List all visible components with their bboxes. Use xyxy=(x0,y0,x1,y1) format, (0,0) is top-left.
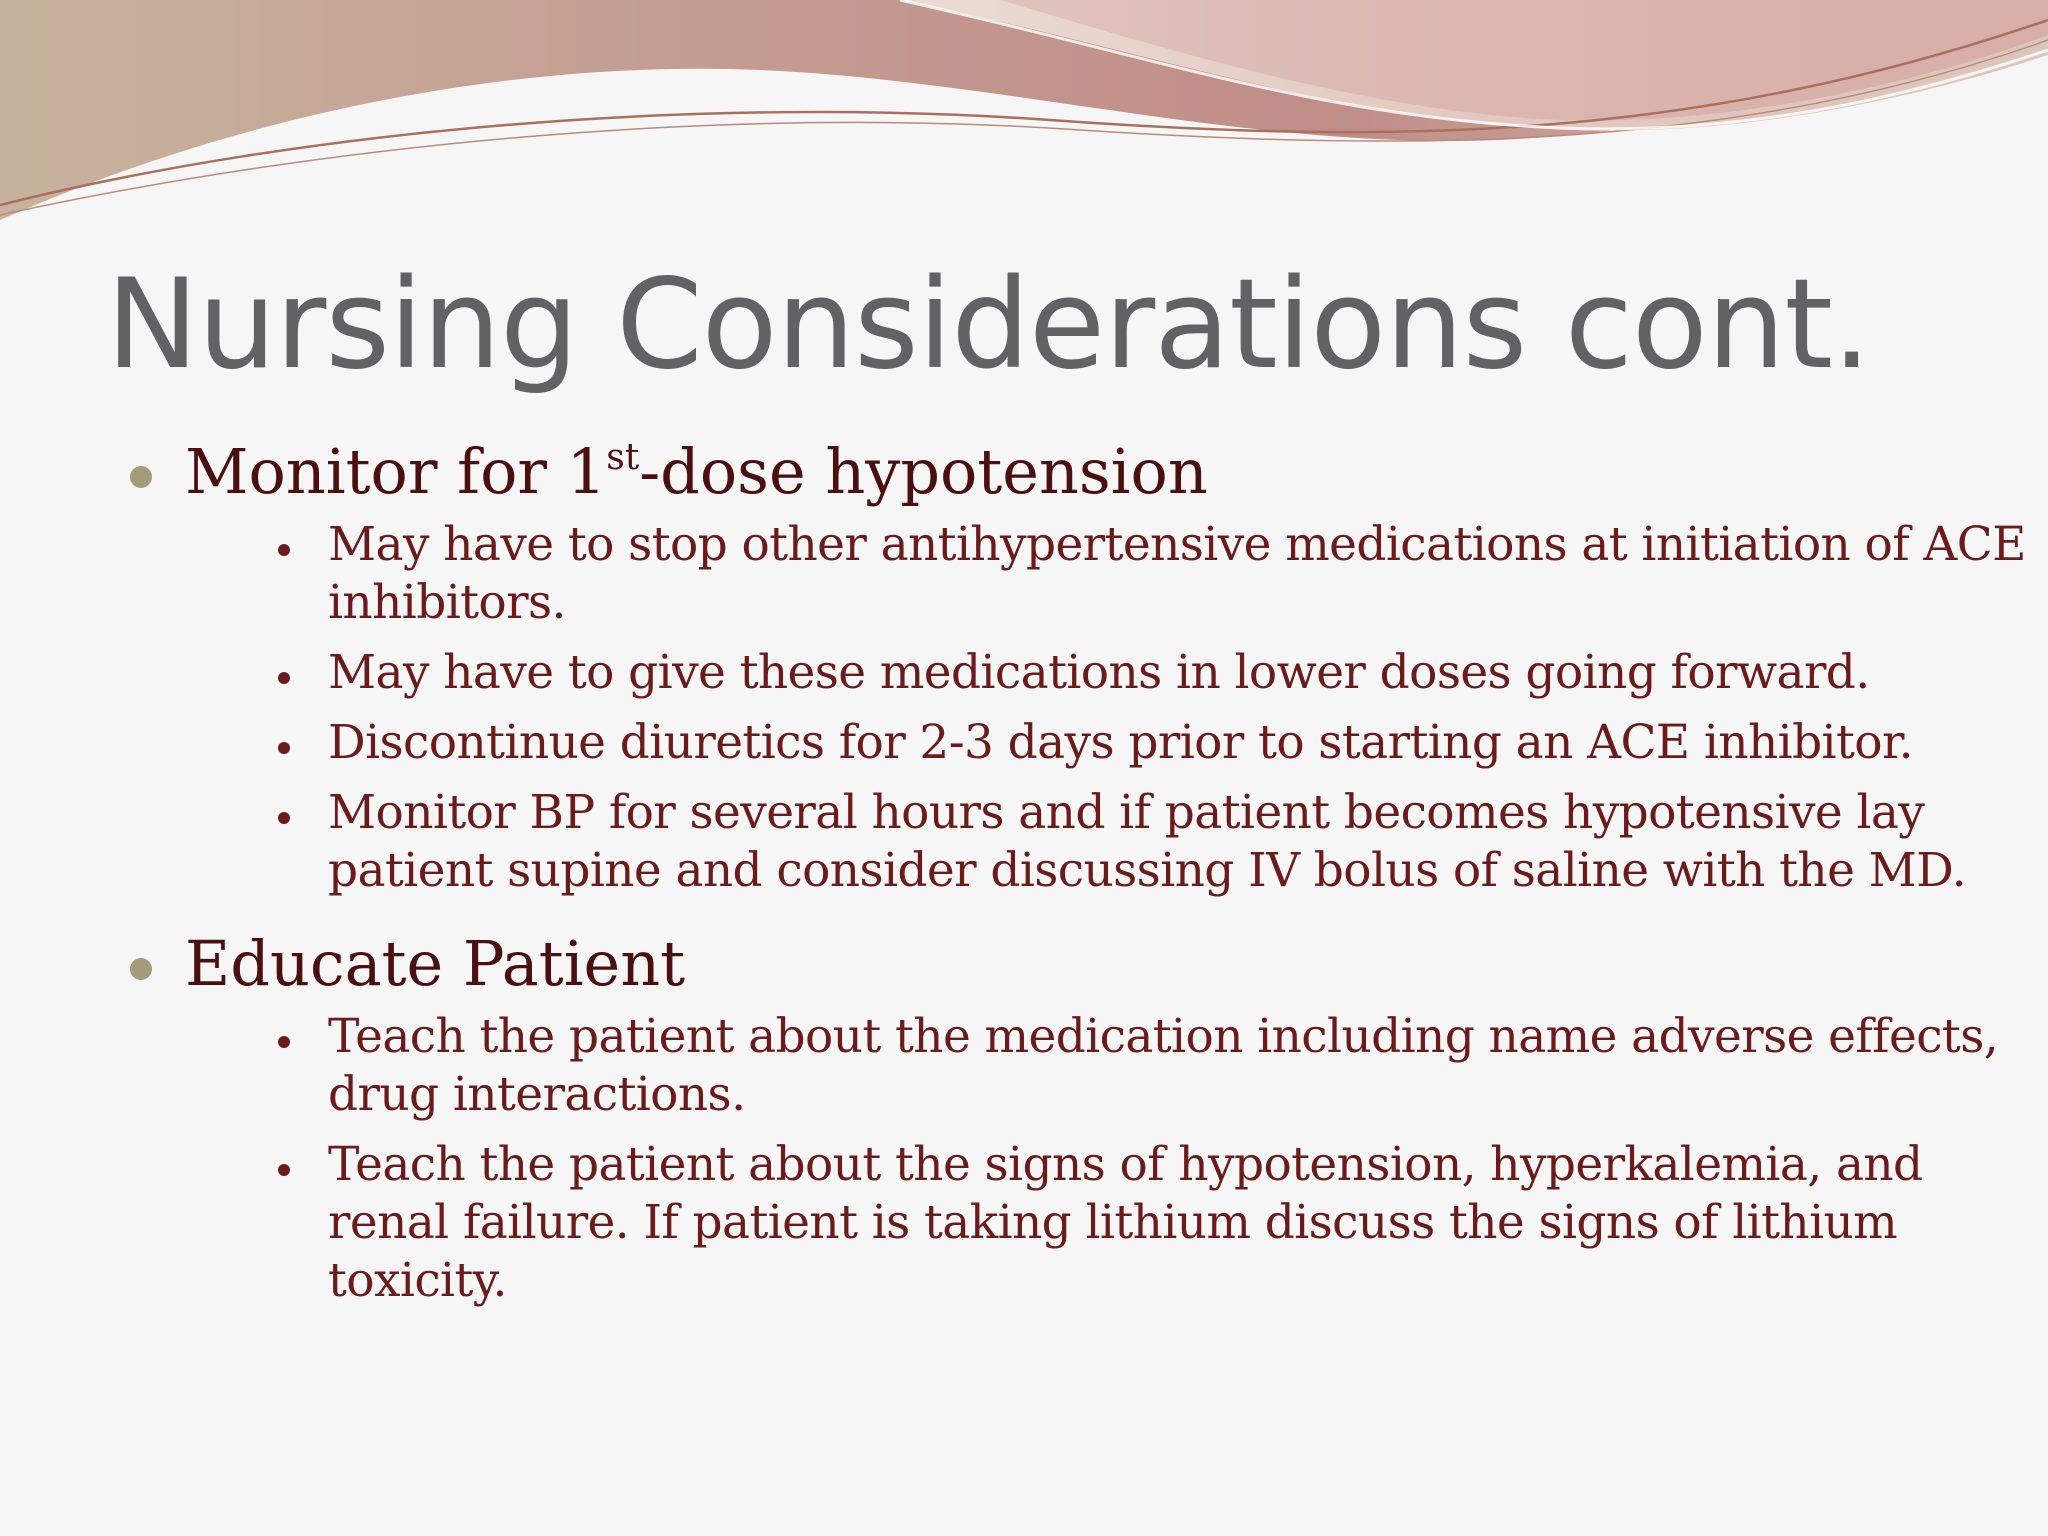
heading-text: Monitor for 1 xyxy=(185,435,607,508)
list-item: Teach the patient about the signs of hypotension, hyperkalemia, and renal failure. If patient is taking lithium discuss the signs of lithium toxicity. xyxy=(328,1136,2038,1310)
list-item: Monitor BP for several hours and if patient becomes hypotensive lay patient supine and consider discussing IV bolus of saline with the MD. xyxy=(328,784,2038,900)
section-heading-educate: Educate Patient xyxy=(130,924,1930,1004)
heading-superscript: st xyxy=(606,437,640,478)
list-item: May have to stop other antihypertensive medications at initiation of ACE inhibitors. xyxy=(328,516,2038,632)
section-spacer xyxy=(130,912,1930,924)
list-item: May have to give these medications in lower doses going forward. xyxy=(328,644,2038,702)
list-item: Discontinue diuretics for 2-3 days prior to starting an ACE inhibitor. xyxy=(328,714,2038,772)
section-heading-monitor xyxy=(130,432,1930,512)
slide-content xyxy=(130,432,2026,1322)
slide-title: Nursing Considerations cont. xyxy=(106,253,1871,397)
header-wave-decoration xyxy=(0,0,2048,240)
list-item: Teach the patient about the medication including name adverse effects, drug interactions. xyxy=(328,1008,2038,1124)
heading-text: -dose hypotension xyxy=(639,435,1208,508)
